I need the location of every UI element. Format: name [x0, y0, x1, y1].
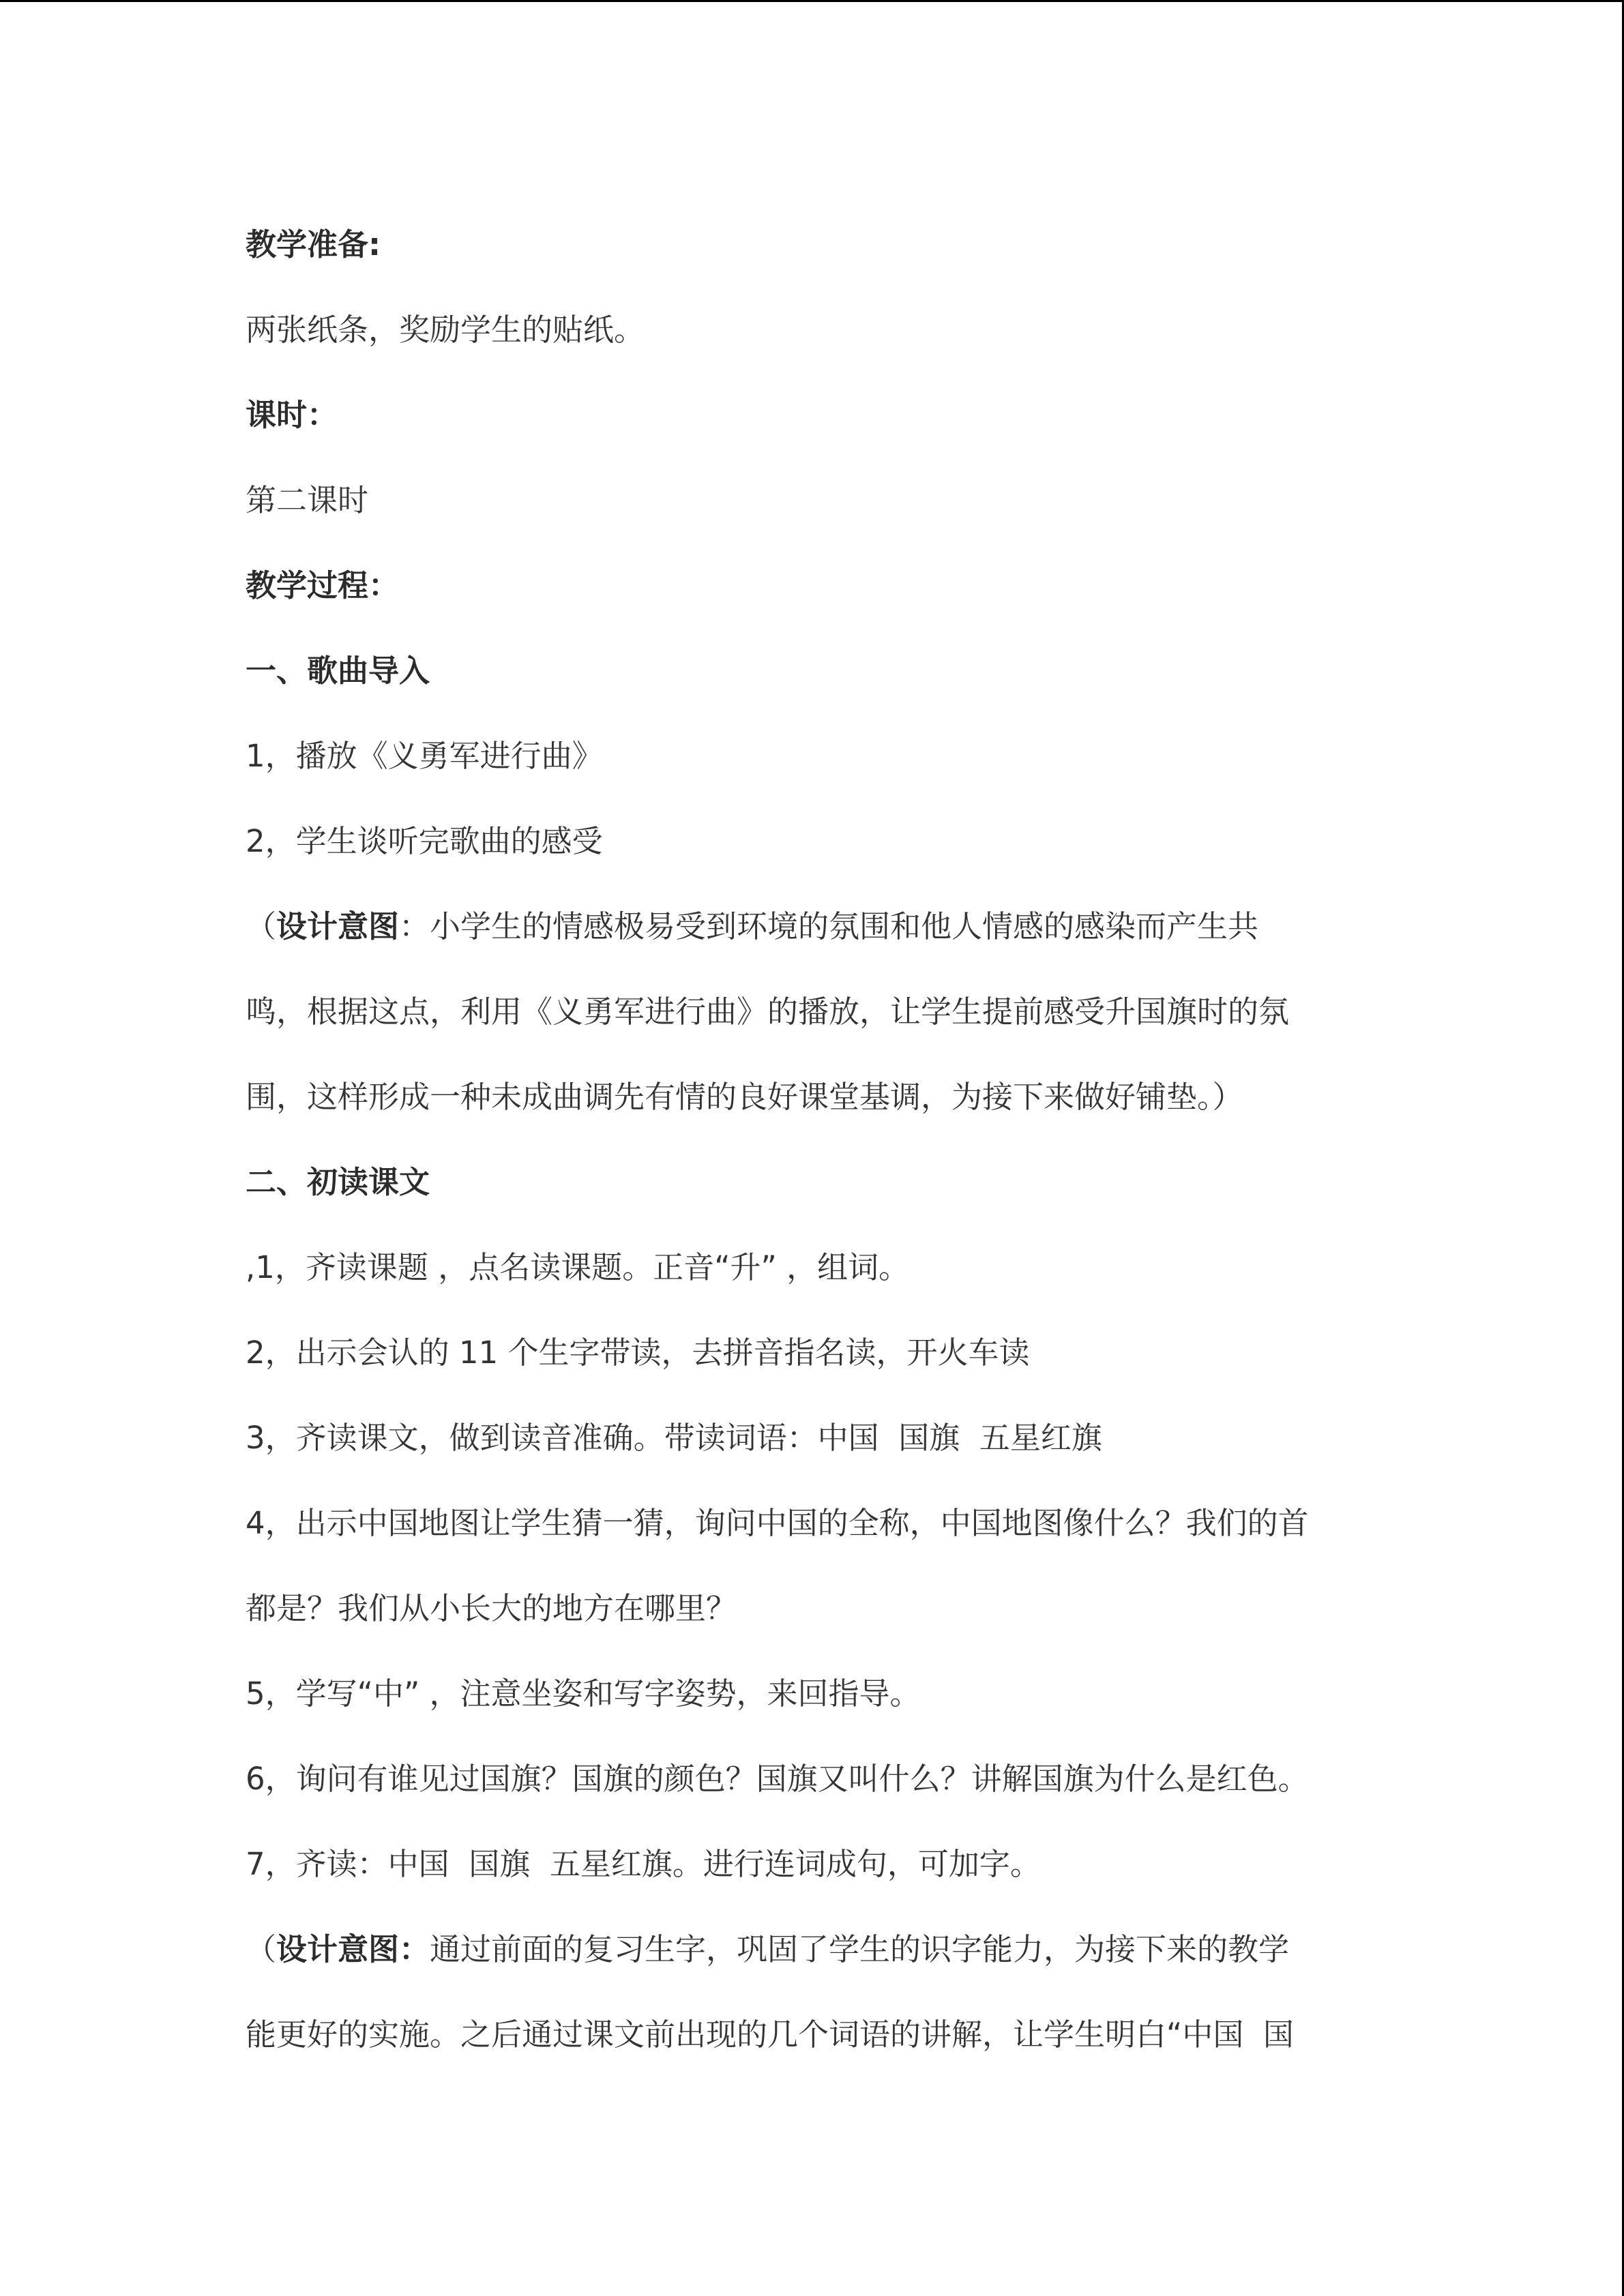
section2-item-4-line-2: 都是？我们从小长大的地方在哪里？: [246, 1590, 737, 1626]
design-intent-2-line-1: [246, 1924, 1391, 2009]
section2-item-2: 2，出示会认的 11 个生字带读，去拼音指名读，开火车读: [246, 1335, 1030, 1371]
design-intent-1-line-3: 围，这样形成一种未成曲调先有情的良好课堂基调，为接下来做好铺垫。）: [246, 1079, 1243, 1115]
section2-item-5: 5，学写“中” ，注意坐姿和写字姿势，来回指导。: [246, 1675, 921, 1712]
intent1-open-paren: （: [246, 908, 277, 944]
document-body: [246, 219, 1391, 2094]
section1-item-1: 1，播放《义勇军进行曲》: [246, 738, 603, 774]
section2-item-4-line-1: 4，出示中国地图让学生猜一猜，询问中国的全称，中国地图像什么？我们的首: [246, 1505, 1309, 1541]
prep-text: 两张纸条，奖励学生的贴纸。: [246, 312, 645, 348]
process-heading: 教学过程：: [246, 567, 400, 603]
section2-item-3: 3，齐读课文，做到读音准确。带读词语：中国 国旗 五星红旗: [246, 1420, 1102, 1456]
design-intent-1-line-1: [246, 901, 1391, 986]
intent2-label: 设计意图：: [276, 1931, 430, 1967]
period-text: 第二课时: [246, 482, 369, 518]
section2-item-7: 7，齐读：中国 国旗 五星红旗。进行连词成句，可加字。: [246, 1846, 1041, 1882]
intent2-open-paren: （: [246, 1931, 277, 1967]
intent1-label: 设计意图: [276, 908, 400, 944]
prep-heading: 教学准备:: [246, 226, 381, 263]
design-intent-1-line-2: 鸣，根据这点，利用《义勇军进行曲》的播放，让学生提前感受升国旗时的氛: [246, 994, 1290, 1030]
section2-item-6: 6，询问有谁见过国旗？国旗的颜色？国旗又叫什么？讲解国旗为什么是红色。: [246, 1761, 1309, 1797]
intent1-text-line-1: ：小学生的情感极易受到环境的氛围和他人情感的感染而产生共: [399, 908, 1259, 944]
section2-heading: 二、初读课文: [246, 1164, 430, 1200]
section1-heading: 一、歌曲导入: [246, 653, 430, 689]
period-heading: 课时：: [246, 397, 338, 433]
design-intent-2-line-2: 能更好的实施。之后通过课文前出现的几个词语的讲解，让学生明白“中国 国: [246, 2016, 1294, 2053]
section2-item-1: ,1，齐读课题 ，点名读课题。正音“升” ，组词。: [246, 1249, 910, 1285]
section1-item-2: 2，学生谈听完歌曲的感受: [246, 823, 603, 859]
intent2-text-line-1: 通过前面的复习生字，巩固了学生的识字能力，为接下来的教学: [430, 1931, 1290, 1967]
